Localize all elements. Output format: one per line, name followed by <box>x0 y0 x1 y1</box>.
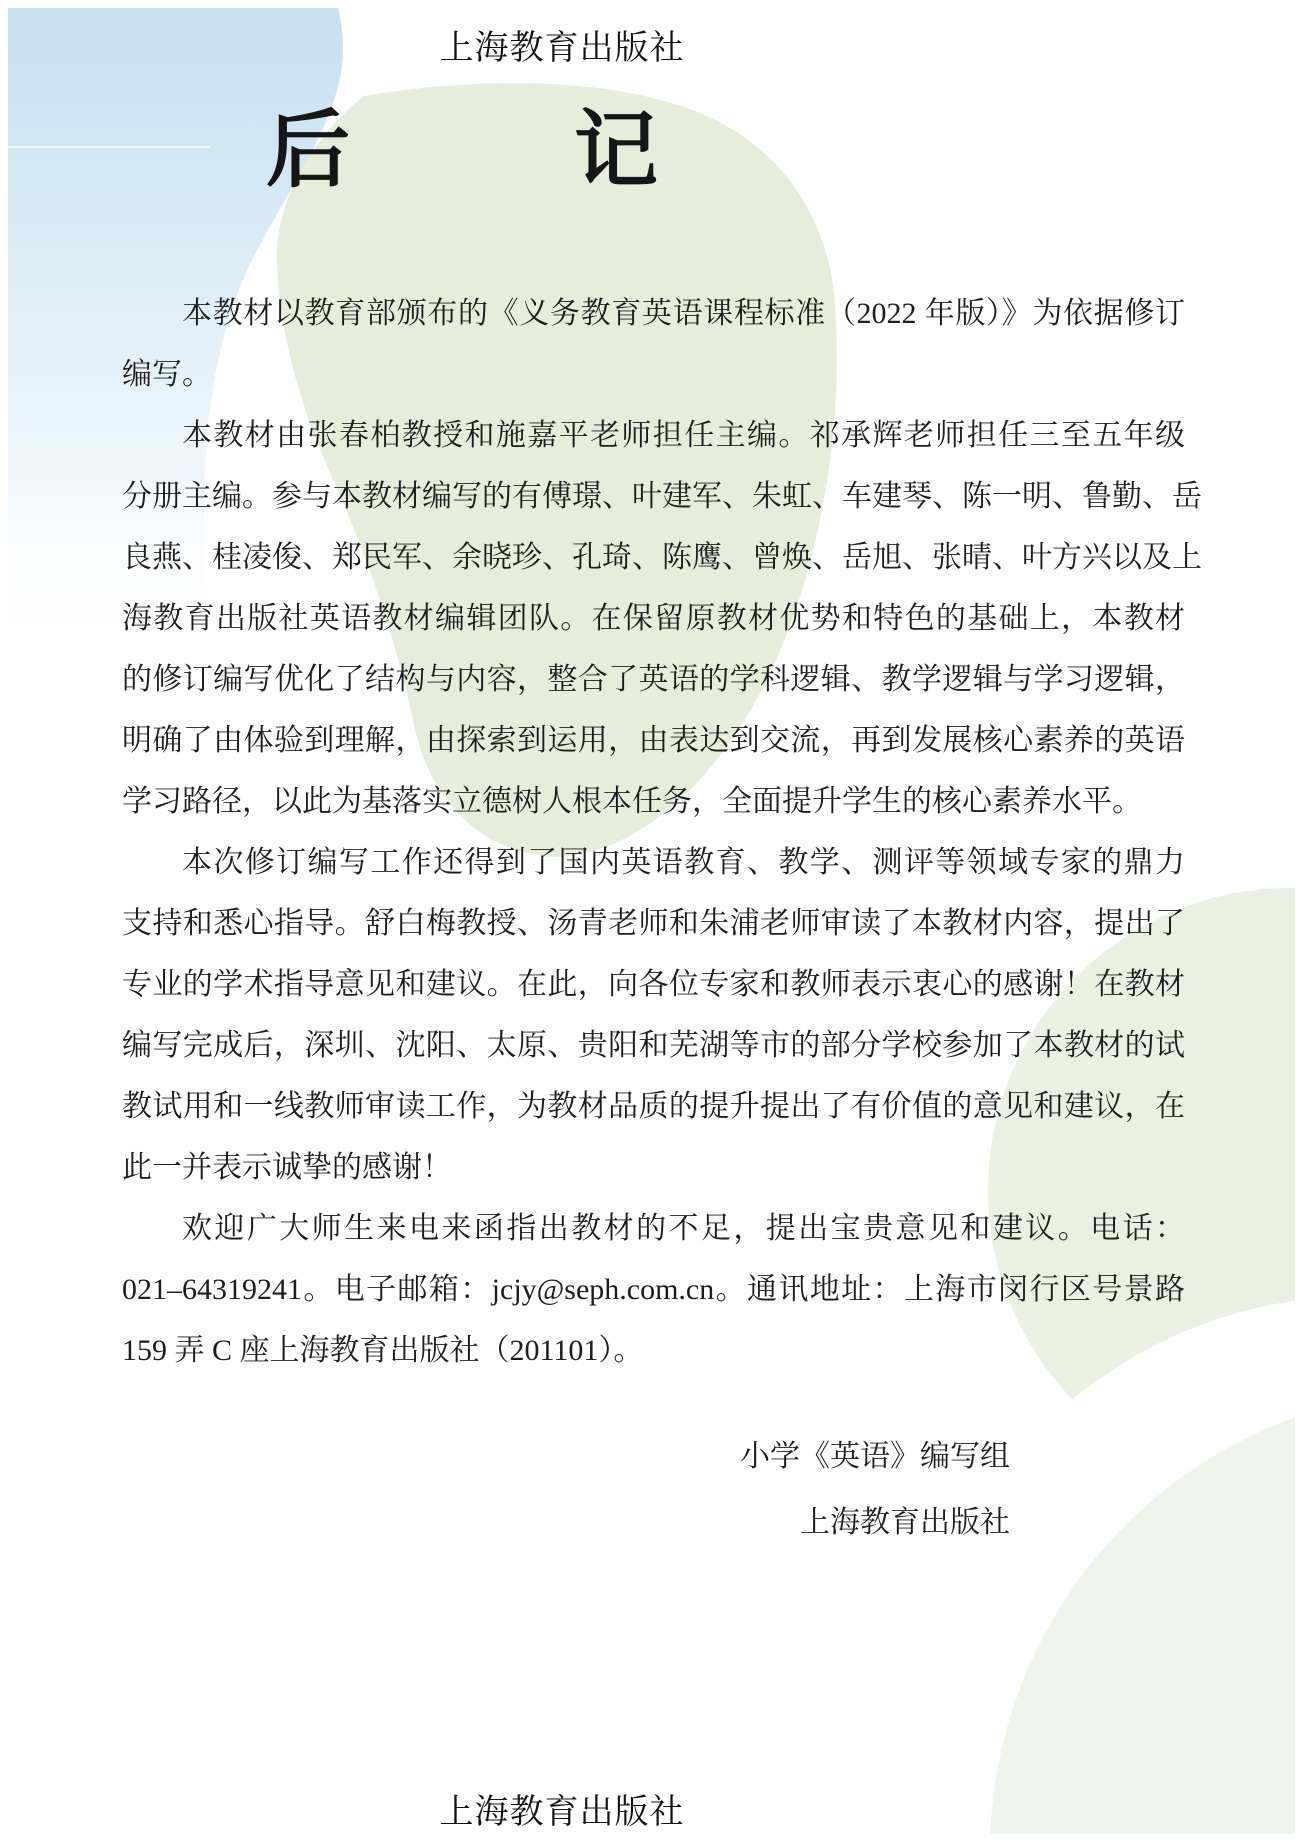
afterword-body <box>122 283 1202 1381</box>
body-text-line: 本次修订编写工作还得到了国内英语教育、教学、测评等领域专家的鼎力 <box>182 846 1185 879</box>
body-text-line: 分册主编。参与本教材编写的有傅璟、叶建军、朱虹、车建琴、陈一明、鲁勤、岳 <box>122 480 1202 513</box>
body-text-line: 编写。 <box>122 358 212 391</box>
body-text-line: 编写完成后，深圳、沈阳、太原、贵阳和芜湖等市的部分学校参加了本教材的试 <box>122 1029 1185 1062</box>
body-text-line: 教试用和一线教师审读工作，为教材品质的提升提出了有价值的意见和建议，在 <box>122 1090 1185 1123</box>
body-text-line: 的修订编写优化了结构与内容，整合了英语的学科逻辑、教学逻辑与学习逻辑， <box>122 663 1185 696</box>
body-text-line: 学习路径，以此为基落实立德树人根本任务，全面提升学生的核心素养水平。 <box>122 785 1142 818</box>
body-text-line: 明确了由体验到理解，由探索到运用，由表达到交流，再到发展核心素养的英语 <box>122 724 1185 757</box>
body-text-line: 本教材以教育部颁布的《义务教育英语课程标准（2022 年版）》为依据修订 <box>182 297 1185 330</box>
body-text-line: 此一并表示诚挚的感谢！ <box>122 1151 452 1184</box>
body-text-line: 021–64319241。电子邮箱：jcjy@seph.com.cn。通讯地址：上海市闵行区号景路 <box>122 1273 1185 1306</box>
page-title <box>266 105 659 198</box>
signature-publisher: 上海教育出版社 <box>800 1506 1010 1539</box>
body-text-line: 良燕、桂凌俊、郑民军、余晓珍、孔琦、陈鹰、曾焕、岳旭、张晴、叶方兴以及上 <box>122 541 1202 574</box>
page-footer: 上海教育出版社 <box>439 1794 685 1831</box>
body-text-line: 欢迎广大师生来电来函指出教材的不足，提出宝贵意见和建议。电话： <box>182 1212 1185 1245</box>
title-char-1: 后 <box>266 105 351 198</box>
signature-block <box>122 1424 1185 1556</box>
signature-editorial-group: 小学《英语》编写组 <box>740 1440 1010 1473</box>
body-text-line: 159 弄 C 座上海教育出版社（201101）。 <box>122 1334 644 1367</box>
decorative-hairline <box>8 146 210 148</box>
body-text-line: 海教育出版社英语教材编辑团队。在保留原教材优势和特色的基础上，本教材 <box>122 602 1185 635</box>
title-char-2: 记 <box>574 105 659 198</box>
body-text-line: 本教材由张春柏教授和施嘉平老师担任主编。祁承辉老师担任三至五年级 <box>182 419 1185 452</box>
body-text-line: 专业的学术指导意见和建议。在此，向各位专家和教师表示衷心的感谢！在教材 <box>122 968 1185 1001</box>
body-text-line: 支持和悉心指导。舒白梅教授、汤青老师和朱浦老师审读了本教材内容，提出了 <box>122 907 1185 940</box>
page-header: 上海教育出版社 <box>439 30 685 67</box>
